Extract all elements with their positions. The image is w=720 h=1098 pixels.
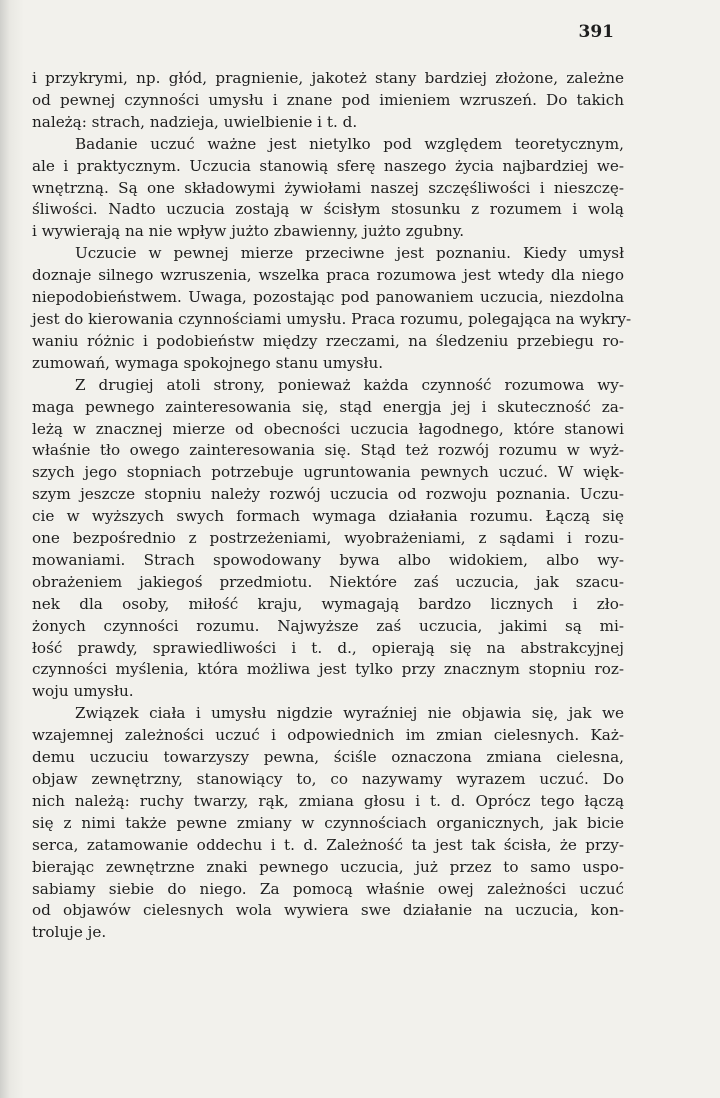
text-line: zumowań, wymaga spokojnego stanu umysłu. [32,353,384,372]
text-line: Uczucie w pewnej mierze przeciwne jest poznaniu. Kiedy umysł [75,244,624,263]
text-line: waniu różnic i podobieństw między rzeczami, na śledzeniu przebiegu ro- [32,331,624,350]
text-line: właśnie tło owego zainteresowania się. Stąd też rozwój rozumu w wyż- [32,441,624,460]
text-line: ale i praktycznym. Uczucia stanowią sferę naszego życia najbardziej we- [32,156,624,175]
text-line: nich należą: ruchy twarzy, rąk, zmiana głosu i t. d. Oprócz tego łączą [32,791,624,810]
text-line: szych jego stopniach potrzebuje ugruntowania pewnych uczuć. W więk- [32,463,624,482]
text-line: łość prawdy, sprawiedliwości i t. d., opierają się na abstrakcyjnej [32,638,624,657]
text-line: i przykrymi, np. głód, pragnienie, jakoteż stany bardziej złożone, zależne [32,69,624,87]
body-text [32,68,632,944]
text-line: mowaniami. Strach spowodowany bywa albo widokiem, albo wy- [32,550,624,569]
text-line: troluje je. [32,923,107,942]
text-line: cie w wyższych swych formach wymaga działania rozumu. Łączą się [32,507,624,526]
text-line: leżą w znacznej mierze od obecności uczucia łagodnego, które stanowi [32,419,624,438]
text-line: bierając zewnętrzne znaki pewnego uczucia, już przez to samo uspo- [32,857,624,876]
paragraph [32,243,632,374]
text-line: i wywierają na nie wpływ jużto zbawienny, jużto zgubny. [32,222,465,241]
text-line: Z drugiej atoli strony, ponieważ każda czynność rozumowa wy- [75,375,624,394]
text-line: Związek ciała i umysłu nigdzie wyraźniej nie objawia się, jak we [75,704,624,723]
text-line: od objawów cielesnych wola wywiera swe działanie na uczucia, kon- [32,901,624,920]
text-line: szym jeszcze stopniu należy rozwój uczucia od rozwoju poznania. Uczu- [32,485,624,504]
text-line: od pewnej czynności umysłu i znane pod imieniem wzruszeń. Do takich [32,90,624,109]
text-line: serca, zatamowanie oddechu i t. d. Zależność ta jest tak ścisła, że przy- [32,835,624,854]
text-line: czynności myślenia, która możliwa jest tylko przy znacznym stopniu roz- [32,660,624,679]
text-line: doznaje silnego wzruszenia, wszelka praca rozumowa jest wtedy dla niego [32,266,624,285]
text-line: one bezpośrednio z postrzeżeniami, wyobrażeniami, z sądami i rozu- [32,529,624,548]
paragraph [32,68,624,134]
text-line: Badanie uczuć ważne jest nietylko pod względem teoretycznym, [75,134,624,153]
text-line: wzajemnej zależności uczuć i odpowiednich im zmian cielesnych. Każ- [32,726,624,745]
text-line: sabiamy siebie do niego. Za pomocą właśnie owej zależności uczuć [32,879,624,898]
text-line: śliwości. Nadto uczucia zostają w ścisłym stosunku z rozumem i wolą [32,200,624,219]
text-line: objaw zewnętrzny, stanowiący to, co nazywamy wyrazem uczuć. Do [32,770,624,788]
page-number: 391 [578,22,614,42]
text-line: należą: strach, nadzieja, uwielbienie i t. d. [32,112,358,131]
text-line: żonych czynności rozumu. Najwyższe zaś uczucia, jakimi są mi- [32,616,624,635]
paragraph [32,375,624,704]
paragraph [32,134,624,244]
text-line: wnętrzną. Są one składowymi żywiołami naszej szczęśliwości i nieszczę- [32,178,624,197]
text-line: woju umysłu. [32,682,134,701]
text-line: maga pewnego zainteresowania się, stąd energja jej i skuteczność za- [32,397,624,416]
text-line: nek dla osoby, miłość kraju, wymagają bardzo licznych i zło- [32,594,624,613]
paragraph [32,703,624,944]
text-line: się z nimi także pewne zmiany w czynnościach organicznych, jak bicie [32,813,624,832]
text-line: obrażeniem jakiegoś przedmiotu. Niektóre zaś uczucia, jak szacu- [32,572,624,591]
text-line: niepodobieństwem. Uwaga, pozostając pod panowaniem uczucia, niezdolna [32,288,624,307]
text-line: demu uczuciu towarzyszy pewna, ściśle oznaczona zmiana cielesna, [32,748,624,767]
text-line: jest do kierowania czynnościami umysłu. Praca rozumu, polegająca na wykry- [32,309,632,328]
